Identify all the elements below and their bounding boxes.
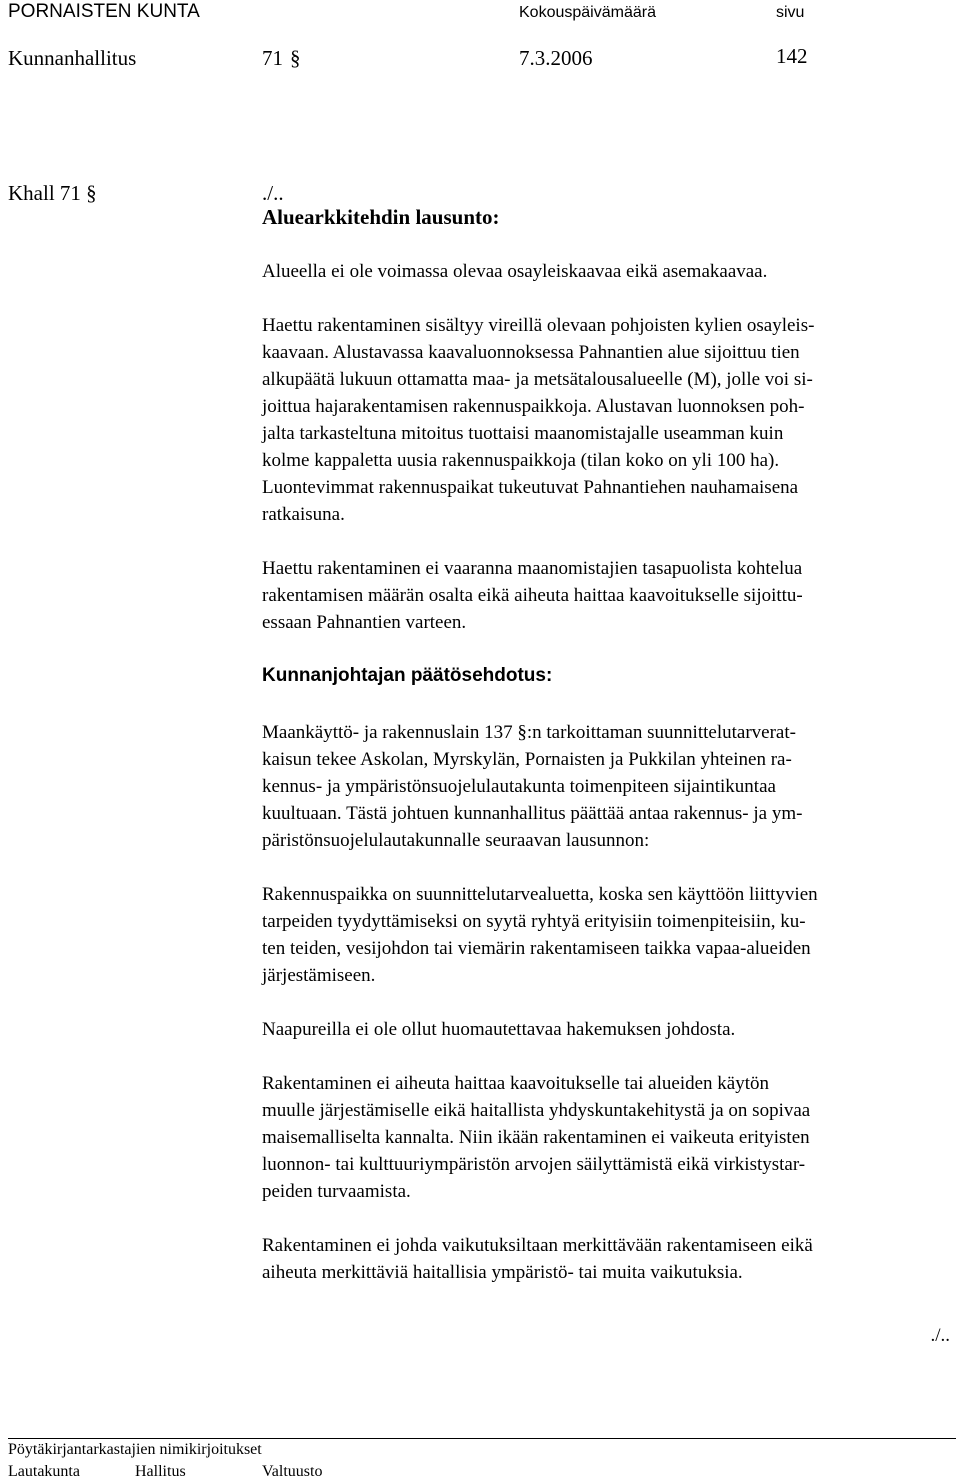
text-line: luonnon- tai kulttuuriympäristön arvojen säilyttämistä eikä virkistystar- (262, 1154, 806, 1175)
text-line: Haettu rakentaminen ei vaaranna maanomistajien tasapuolista kohtelua (262, 558, 803, 579)
text-line: kolme kappaletta uusia rakennuspaikkoja (tilan koko on yli 100 ha). (262, 450, 780, 471)
footer-board-label: Lautakunta (8, 1463, 80, 1480)
text-line: muulle järjestämiselle eikä haitallista yhdyskuntakehitystä ja on sopivaa (262, 1100, 811, 1121)
governing-body: Kunnanhallitus (8, 46, 137, 70)
text-line: alkupäätä lukuun ottamatta maa- ja metsätalousalueelle (M), jolle voi si- (262, 369, 813, 390)
paragraph-sign: § (290, 46, 301, 70)
text-line: jalta tarkasteltuna mitoitus tuottaisi maanomistajalle useamman kuin (262, 423, 784, 444)
text-line: tarpeiden tyydyttämiseksi on syytä ryhtyä erityisiin toimenpiteisiin, ku- (262, 911, 806, 932)
paragraph-plan-draft (262, 312, 954, 528)
meeting-date: 7.3.2006 (519, 46, 593, 70)
paragraph-law-reference (262, 719, 954, 854)
text-line: päristönsuojelulautakunnalle seuraavan lausunnon: (262, 830, 650, 851)
text-line: peiden turvaamista. (262, 1181, 411, 1202)
page-label: sivu (776, 4, 805, 21)
paragraph-no-harm (262, 1070, 954, 1205)
text-line: Luontevimmat rakennuspaikat tukeutuvat Pahnantiehen nauhamaisena (262, 477, 799, 498)
text-line: aiheuta merkittäviä haitallisia ympäristö- tai muita vaikutuksia. (262, 1262, 743, 1283)
paragraph-planning-area (262, 881, 954, 989)
section-reference: Khall 71 § (8, 181, 97, 205)
text-line: essaan Pahnantien varteen. (262, 612, 467, 633)
continuation-mark-end: ./.. (930, 1325, 950, 1346)
text-line: rakentamisen määrän osalta eikä aiheuta haittaa kaavoitukselle sijoittu- (262, 585, 803, 606)
paragraph-no-plan: Alueella ei ole voimassa olevaa osayleiskaavaa eikä asemakaavaa. (262, 261, 768, 282)
organization-name: PORNAISTEN KUNTA (8, 1, 200, 22)
text-line: ratkaisuna. (262, 504, 345, 525)
text-line: kaavaan. Alustavassa kaavaluonnoksessa Pahnantien alue sijoittuu tien (262, 342, 800, 363)
paragraph-neighbours: Naapureilla ei ole ollut huomautettavaa hakemuksen johdosta. (262, 1019, 736, 1040)
footer-council-label: Valtuusto (262, 1463, 323, 1480)
continuation-mark: ./.. (262, 181, 284, 205)
page-number: 142 (776, 44, 808, 68)
text-line: Rakentaminen ei aiheuta haittaa kaavoitukselle tai alueiden käytön (262, 1073, 769, 1094)
footer-signatures-label: Pöytäkirjantarkastajien nimikirjoitukset (8, 1441, 262, 1458)
text-line: kaisun tekee Askolan, Myrskylän, Pornaisten ja Pukkilan yhteinen ra- (262, 749, 792, 770)
section-number: 71 (262, 46, 283, 70)
text-line: ten teiden, vesijohdon tai viemärin rakentamiseen taikka vapaa-alueiden (262, 938, 811, 959)
text-line: maisemalliselta kannalta. Niin ikään rakentaminen ei vaikeuta erityisten (262, 1127, 810, 1148)
text-line: järjestämiseen. (262, 965, 376, 986)
footer-divider (8, 1438, 956, 1439)
text-line: Rakennuspaikka on suunnittelutarvealuetta, koska sen käyttöön liittyvien (262, 884, 818, 905)
paragraph-equal-treatment (262, 555, 954, 636)
text-line: joittua hajarakentamisen rakennuspaikkoja. Alustavan luonnoksen poh- (262, 396, 805, 417)
text-line: Rakentaminen ei johda vaikutuksiltaan merkittävään rakentamiseen eikä (262, 1235, 813, 1256)
text-line: kuultuaan. Tästä johtuen kunnanhallitus päättää antaa rakennus- ja ym- (262, 803, 803, 824)
document-body (262, 204, 954, 1286)
text-line: kennus- ja ympäristönsuojelulautakunta toimenpiteen sijaintikuntaa (262, 776, 776, 797)
proposal-heading: Kunnanjohtajan päätösehdotus: (262, 665, 553, 686)
architect-statement-heading: Aluearkkitehdin lausunto: (262, 205, 500, 229)
meeting-date-label: Kokouspäivämäärä (519, 4, 656, 21)
text-line: Haettu rakentaminen sisältyy vireillä olevaan pohjoisten kylien osayleis- (262, 315, 815, 336)
paragraph-no-significant-effects (262, 1232, 954, 1286)
text-line: Maankäyttö- ja rakennuslain 137 §:n tarkoittaman suunnittelutarverat- (262, 722, 796, 743)
footer-government-label: Hallitus (135, 1463, 186, 1480)
